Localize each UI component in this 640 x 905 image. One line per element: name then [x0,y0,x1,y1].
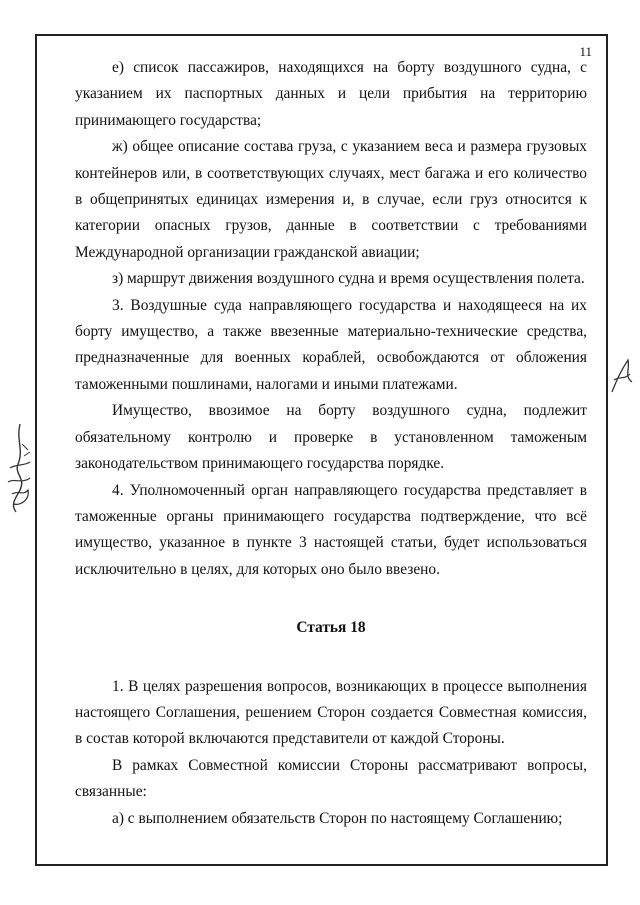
handwritten-signature-icon [2,420,36,520]
paragraph-customs-exemption: 3. Воздушные суда направляющего государства и находящееся на их борту имущество, а также ввезенные материально-технические средства, предназначенные для военных кораблей, освобождаются от обложения таможенными пошлинами, налогами и иными платежами. [75,296,587,393]
paragraph-commission-issues: В рамках Совместной комиссии Стороны рассматривают вопросы, связанные: [75,756,587,801]
paragraph-cargo-description: ж) общее описание состава груза, с указанием веса и размера грузовых контейнеров или, в соответствующих случаях, мест багажа и его количество в общепринятых единицах измерения и, в случае, если груз относится к категории опасных грузов, данные в соответствии с требованиями Международной организации гражданской авиации; [75,138,587,261]
page-number: 11 [579,44,592,59]
handwritten-initials-icon [606,352,636,398]
document-body [75,55,587,832]
paragraph-flight-route: з) маршрут движения воздушного судна и время осуществления полета. [112,270,585,288]
paragraph-confirmation: 4. Уполномоченный орган направляющего государства представляет в таможенные органы принимающего государства подтверждение, что всё имущество, указанное в пункте 3 настоящей статьи, будет использоваться исключительно в целях, для которых оно было ввезено. [75,481,587,578]
paragraph-obligations: а) с выполнением обязательств Сторон по настоящему Соглашению; [112,809,563,827]
paragraph-property-control: Имущество, ввозимое на борту воздушного судна, подлежит обязательному контролю и проверке в установленном таможеным законодательством принимающего государства порядке. [75,402,587,473]
article-heading: Статья 18 [296,619,366,637]
paragraph-passenger-list: е) список пассажиров, находящихся на борту воздушного судна, с указанием их паспортных данных и цели прибытия на территорию принимающего государства; [75,59,587,129]
paragraph-joint-commission: 1. В целях разрешения вопросов, возникающих в процессе выполнения настоящего Соглашения, решением Сторон создается Совместная комиссия, в состав которой включаются представители от каждой Стороны. [75,677,587,748]
